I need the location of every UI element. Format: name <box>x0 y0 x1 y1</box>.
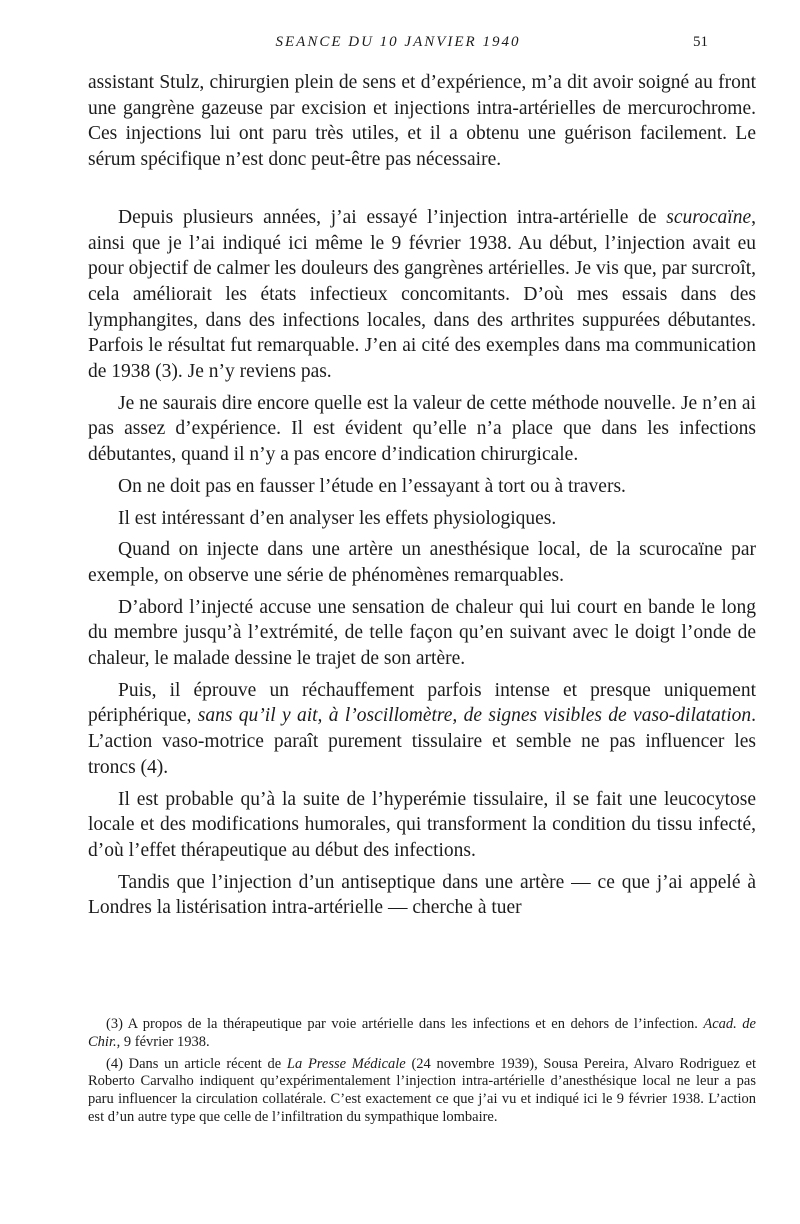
body-text <box>88 70 756 921</box>
paragraph-method-value: Je ne saurais dire encore quelle est la valeur de cette méthode nouvelle. Je n’en ai pas assez d’expérience. Il est évident qu’elle n’a place que dans les infections débutantes, quand il n’y a pas encore d’indication chirurgicale. <box>88 392 756 466</box>
text-run: Puis, il éprouve un réchauffement parfois intense et presque uniquement périphérique, <box>88 679 756 727</box>
paragraph-injection-phenomena: Quand on injecte dans une artère un anesthésique local, de la scurocaïne par exemple, on observe une série de phénomènes remarquables. <box>88 539 756 586</box>
emphasis-scurocaine: scurocaïne <box>666 206 752 228</box>
text-run: , ainsi que je l’ai indiqué ici même le 9 février 1938. Au début, l’injection avait eu pour objectif de calmer les douleurs des gangrènes artérielles. Je vis que, par surcroît, cela améliorait les états infectieux concomitants. D’où mes essais dans des lymphangites, dans des infections locales, dans des arthrites suppurées débutantes. Parfois le résultat fut remarquable. J’en ai cité des exemples dans ma communication de 1938 (3). Je n’y reviens pas. <box>88 206 756 383</box>
text-run: (3) A propos de la thérapeutique par voie artérielle dans les infections et en dehors de l’infection. <box>106 1016 704 1032</box>
page-header <box>88 34 708 56</box>
text-run: , 9 février 1938. <box>116 1033 210 1050</box>
paragraph-antiseptic: Tandis que l’injection d’un antiseptique dans une artère — ce que j’ai appelé à Londres la listérisation intra-artérielle — cherche à tuer <box>88 871 756 919</box>
footnote-4 <box>88 1056 756 1127</box>
emphasis-journal: Acad. de Chir. <box>88 1016 756 1050</box>
text-run: . L’action vaso-motrice paraît purement tissulaire et semble ne pas influencer les troncs (4). <box>88 705 756 778</box>
text-run: (24 novembre 1939), Sousa Pereira, Alvaro Rodriguez et Roberto Carvalho indiquent qu’expérimentalement l’injection intra-artérielle d’anesthésique local ne leur a pas paru influencer la circulation collatérale. C’est exactement ce que j’ai vu et indiqué ici le 9 février 1938. L’action est d’un autre type que celle de l’infiltration du sympathique lombaire. <box>88 1055 756 1125</box>
paragraph-scurocaine <box>88 205 756 385</box>
emphasis-journal: La Presse Médicale <box>286 1055 406 1072</box>
paragraph-heat-sensation: D’abord l’injecté accuse une sensation de chaleur qui lui court en bande le long du membre jusqu’à l’extrémité, de telle façon qu’en suivant avec le doigt l’onde de chaleur, le malade dessine le trajet de son artère. <box>88 596 756 670</box>
footnote-3 <box>88 1016 756 1052</box>
text-run: Depuis plusieurs années, j’ai essayé l’injection intra-artérielle de <box>118 206 667 228</box>
footnotes <box>88 1016 756 1127</box>
paragraph-warming <box>88 678 756 781</box>
paragraph-physiology: Il est intéressant d’en analyser les effets physiologiques. <box>118 507 557 529</box>
emphasis-oscillometer: sans qu’il y ait, à l’oscillomètre, de signes visibles de vaso-dilatation <box>197 705 752 727</box>
paragraph-study: On ne doit pas en fausser l’étude en l’essayant à tort ou à travers. <box>118 475 626 497</box>
running-title: SEANCE DU 10 JANVIER 1940 <box>275 34 521 50</box>
page-number: 51 <box>693 34 708 50</box>
text-run: (4) Dans un article récent de <box>106 1055 287 1072</box>
paragraph-continuation: assistant Stulz, chirurgien plein de sens et d’expérience, m’a dit avoir soigné au front une gangrène gazeuse par excision et injections intra-artérielles de mercurochrome. Ces injections lui ont paru très utiles, et il a obtenu une guérison facilement. Le sérum spécifique n’est donc peut-être pas nécessaire. <box>88 72 756 171</box>
paragraph-hyperemia: Il est probable qu’à la suite de l’hyperémie tissulaire, il se fait une leucocytose locale et des modifications humorales, qui transforment la condition du tissu infecté, d’où l’effet thérapeutique au début des infections. <box>88 788 756 861</box>
